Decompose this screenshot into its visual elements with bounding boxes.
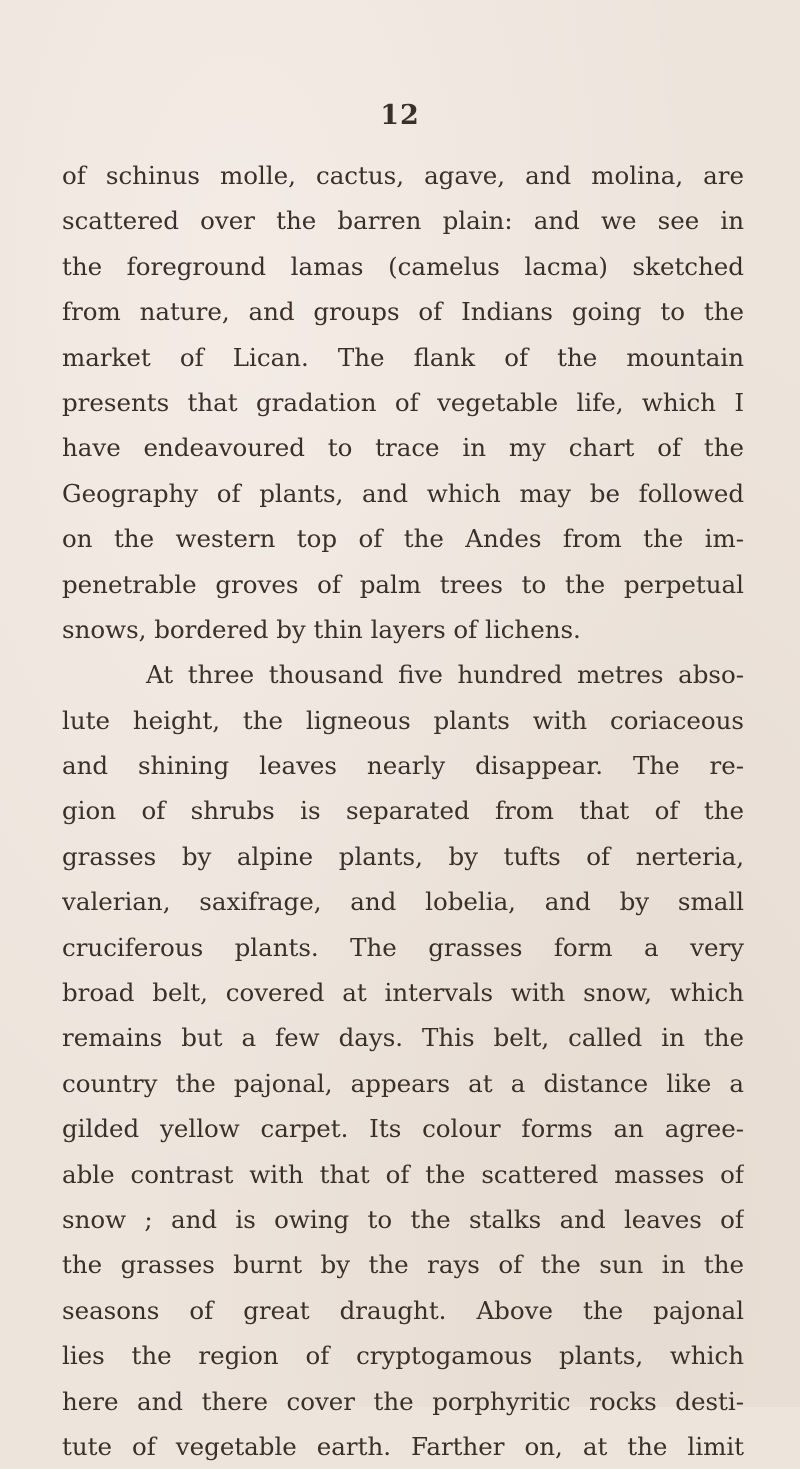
text-line: of schinus molle, cactus, agave, and molina, are	[62, 161, 744, 190]
text-line: gilded yellow carpet. Its colour forms an agree-	[62, 1114, 744, 1144]
text-line: country the pajonal, appears at a distance like a	[62, 1068, 744, 1098]
text-line: scattered over the barren plain: and we see in	[62, 206, 744, 236]
text-line: gion of shrubs is separated from that of the	[62, 796, 744, 826]
text-line: penetrable groves of palm trees to the perpetual	[62, 569, 744, 599]
text-line: and shining leaves nearly disappear. The re-	[62, 751, 744, 781]
text-line: tute of vegetable earth. Farther on, at the limit	[62, 1431, 744, 1461]
text-line: cruciferous plants. The grasses form a very	[62, 932, 744, 962]
text-line: the grasses burnt by the rays of the sun in the	[62, 1250, 744, 1280]
text-line: lute height, the ligneous plants with coriaceous	[62, 705, 744, 735]
text-line: grasses by alpine plants, by tufts of nerteria,	[62, 841, 744, 871]
text-line: able contrast with that of the scattered masses of	[62, 1159, 744, 1189]
body-text	[62, 153, 744, 1469]
paragraph-start-line: At three thousand five hundred metres abso-	[146, 660, 744, 690]
text-line: from nature, and groups of Indians going to the	[62, 297, 744, 327]
text-line: have endeavoured to trace in my chart of the	[62, 433, 744, 463]
text-line: valerian, saxifrage, and lobelia, and by small	[62, 887, 744, 917]
text-line: here and there cover the porphyritic rocks desti-	[62, 1386, 744, 1416]
text-line: seasons of great draught. Above the pajonal	[62, 1295, 744, 1325]
text-line: Geography of plants, and which may be followed	[62, 478, 744, 508]
text-line: presents that gradation of vegetable life, which I	[62, 387, 744, 417]
text-line: the foreground lamas (camelus lacma) sketched	[62, 251, 744, 281]
text-line: market of Lican. The flank of the mountain	[62, 342, 744, 372]
text-line: broad belt, covered at intervals with snow, which	[62, 978, 744, 1008]
text-line: remains but a few days. This belt, called in the	[62, 1023, 744, 1053]
text-line: snows, bordered by thin layers of lichens.	[62, 614, 581, 644]
text-line: snow ; and is owing to the stalks and leaves of	[62, 1204, 744, 1234]
text-line: lies the region of cryptogamous plants, which	[62, 1341, 744, 1371]
page-number: 12	[380, 100, 420, 131]
text-line: on the western top of the Andes from the im-	[62, 524, 744, 554]
